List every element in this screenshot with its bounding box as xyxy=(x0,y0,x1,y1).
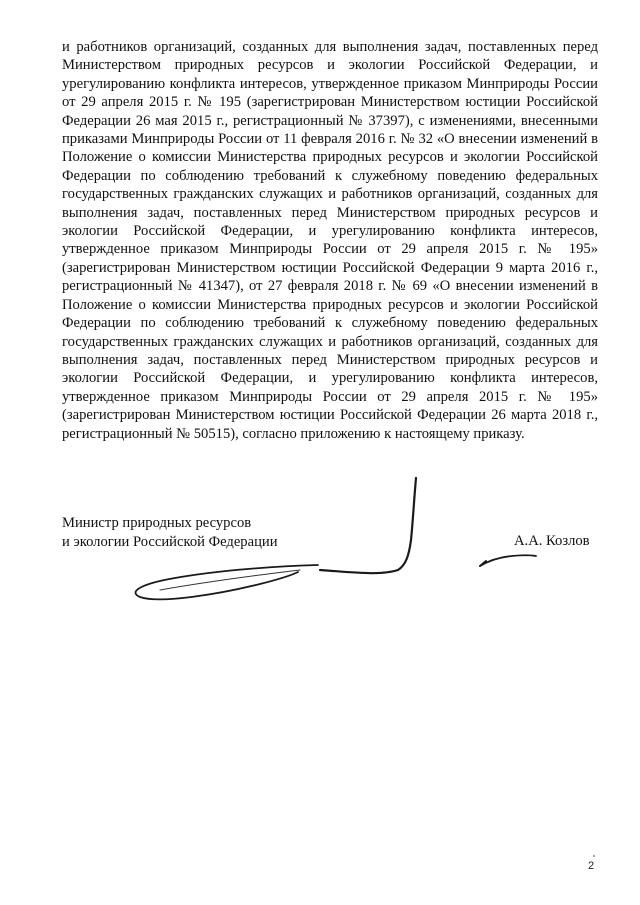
signatory-title-line-2: и экологии Российской Федерации xyxy=(62,533,278,550)
body-paragraph: и работников организаций, созданных для выполнения задач, поставленных перед Министерством природных ресурсов и экологии Российской Федерации, и урегулированию конфликта интересов, утвержденное приказом Минприроды России от 29 апреля 2015 г. № 195 (зарегистрирован Министерством юстиции Российской Федерации 26 мая 2015 г., регистрационный № 37397), с изменениями, внесенными приказами Минприроды России от 11 февраля 2016 г. № 32 «О внесении изменений в Положение о комиссии Министерства природных ресурсов и экологии Российской Федерации по соблюдению требований к служебному поведению федеральных государственных гражданских служащих и работников организаций, созданных для выполнения задач, поставленных перед Министерством природных ресурсов и экологии Российской Федерации, и урегулированию конфликта интересов, утвержденное приказом Минприроды России от 29 апреля 2015 г. № 195» (зарегистрирован Министерством юстиции Российской Федерации 9 марта 2016 г., регистрационный № 41347), от 27 февраля 2018 г. № 69 «О внесении изменений в Положение о комиссии Министерства природных ресурсов и экологии Российской Федерации по соблюдению требований к служебному поведению федеральных государственных гражданских служащих и работников организаций, созданных для выполнения задач, поставленных перед Министерством природных ресурсов и экологии Российской Федерации, и урегулированию конфликта интересов, утвержденное приказом Минприроды России от 29 апреля 2015 г. № 195» (зарегистрирован Министерством юстиции Российской Федерации 26 марта 2018 г., регистрационный № 50515), согласно приложению к настоящему приказу. xyxy=(62,39,598,442)
signatory-name: А.А. Козлов xyxy=(514,533,590,549)
signatory-title xyxy=(62,514,278,551)
signatory-title-line-1: Министр природных ресурсов xyxy=(62,515,252,531)
scan-artifact xyxy=(593,855,595,857)
page-number: 2 xyxy=(588,860,595,872)
